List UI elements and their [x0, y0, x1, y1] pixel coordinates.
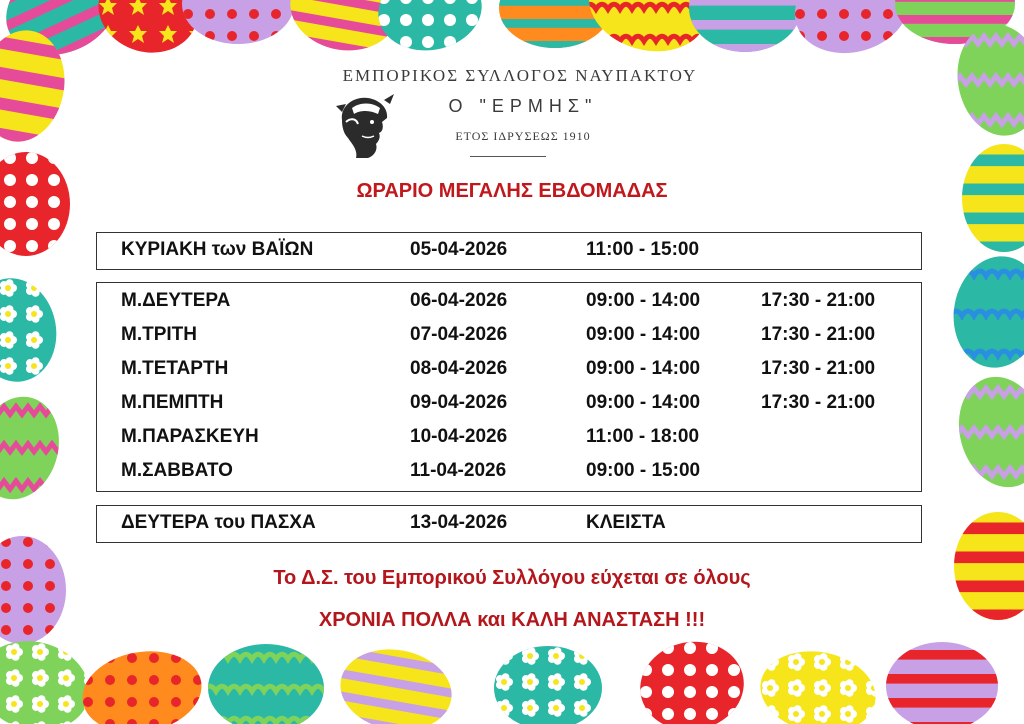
date-value: 09-04-2026 — [410, 392, 508, 413]
date-value: 13-04-2026 — [410, 512, 508, 533]
easter-egg-icon — [0, 392, 70, 504]
date-value: 08-04-2026 — [410, 358, 508, 379]
founded-year: ΕΤΟΣ ΙΔΡΥΣΕΩΣ 1910 — [455, 129, 591, 143]
schedule-title: ΩΡΑΡΙΟ ΜΕΓΑΛΗΣ ΕΒΔΟΜΑΔΑΣ — [356, 180, 668, 202]
organization-name: Ο "ΕΡΜΗΣ" — [448, 96, 598, 116]
hours-morning: 11:00 - 15:00 — [586, 239, 700, 260]
day-label: Μ.ΣΑΒΒΑΤΟ — [121, 460, 233, 481]
easter-egg-icon — [958, 140, 1024, 256]
palm-sunday-box — [96, 232, 922, 270]
schedule-row — [97, 285, 921, 317]
date-value: 06-04-2026 — [410, 290, 508, 311]
easter-egg-icon — [956, 372, 1024, 492]
schedule-row — [97, 353, 921, 385]
hours-morning: 11:00 - 18:00 — [586, 426, 700, 447]
easter-monday-box — [96, 505, 922, 543]
day-label: Μ.ΠΕΜΠΤΗ — [121, 392, 224, 413]
hermes-head-icon — [332, 92, 396, 162]
hours-evening: 17:30 - 21:00 — [761, 324, 876, 345]
hours-morning: 09:00 - 14:00 — [586, 392, 701, 413]
greeting-line-1: Το Δ.Σ. του Εμπορικού Συλλόγου εύχεται σε όλους — [273, 567, 751, 589]
organization-title: ΕΜΠΟΡΙΚΟΣ ΣΥΛΛΟΓΟΣ ΝΑΥΠΑΚΤΟΥ — [342, 66, 698, 85]
hours-morning: 09:00 - 14:00 — [586, 358, 701, 379]
day-label: Μ.ΠΑΡΑΣΚΕΥΗ — [121, 426, 259, 447]
easter-egg-icon — [78, 648, 206, 724]
schedule-row — [97, 507, 921, 539]
easter-egg-icon — [330, 646, 461, 724]
easter-egg-icon — [756, 648, 883, 724]
easter-egg-icon — [0, 638, 101, 724]
hours-evening: 17:30 - 21:00 — [761, 392, 876, 413]
easter-egg-icon — [950, 252, 1024, 372]
easter-egg-icon — [0, 274, 60, 386]
day-label: Μ.ΤΕΤΑΡΤΗ — [121, 358, 229, 379]
hours-morning: 09:00 - 15:00 — [586, 460, 701, 481]
greeting-line-2: ΧΡΟΝΙΑ ΠΟΛΛΑ και ΚΑΛΗ ΑΝΑΣΤΑΣΗ !!! — [318, 609, 706, 631]
hours-morning: 09:00 - 14:00 — [586, 324, 701, 345]
schedule-row — [97, 234, 921, 266]
date-value: 05-04-2026 — [410, 239, 508, 260]
easter-egg-icon — [950, 508, 1024, 624]
easter-egg-icon — [178, 0, 298, 48]
holy-week-box — [96, 282, 922, 492]
easter-egg-icon — [636, 638, 748, 724]
date-value: 10-04-2026 — [410, 426, 508, 447]
day-label: Μ.ΤΡΙΤΗ — [121, 324, 197, 345]
organization-header — [320, 66, 720, 166]
day-label: ΔΕΥΤΕΡΑ του ΠΑΣΧΑ — [121, 512, 316, 533]
day-label: Μ.ΔΕΥΤΕΡΑ — [121, 290, 231, 311]
hours-evening: 17:30 - 21:00 — [761, 290, 876, 311]
hours-morning: ΚΛΕΙΣΤΑ — [586, 512, 666, 533]
easter-egg-icon — [0, 532, 70, 648]
schedule-row — [97, 387, 921, 419]
schedule-row — [97, 455, 921, 487]
easter-egg-icon — [374, 0, 486, 54]
easter-egg-icon — [204, 640, 336, 724]
date-value: 11-04-2026 — [410, 460, 507, 481]
easter-egg-icon — [490, 642, 606, 724]
easter-egg-icon — [0, 148, 74, 260]
hours-morning: 09:00 - 14:00 — [586, 290, 701, 311]
schedule-row — [97, 319, 921, 351]
divider — [470, 156, 546, 157]
easter-egg-icon — [685, 0, 805, 56]
easter-egg-icon — [882, 638, 1002, 724]
date-value: 07-04-2026 — [410, 324, 508, 345]
schedule-row — [97, 421, 921, 453]
day-label: ΚΥΡΙΑΚΗ των ΒΑΪΩΝ — [121, 239, 314, 260]
hours-evening: 17:30 - 21:00 — [761, 358, 876, 379]
